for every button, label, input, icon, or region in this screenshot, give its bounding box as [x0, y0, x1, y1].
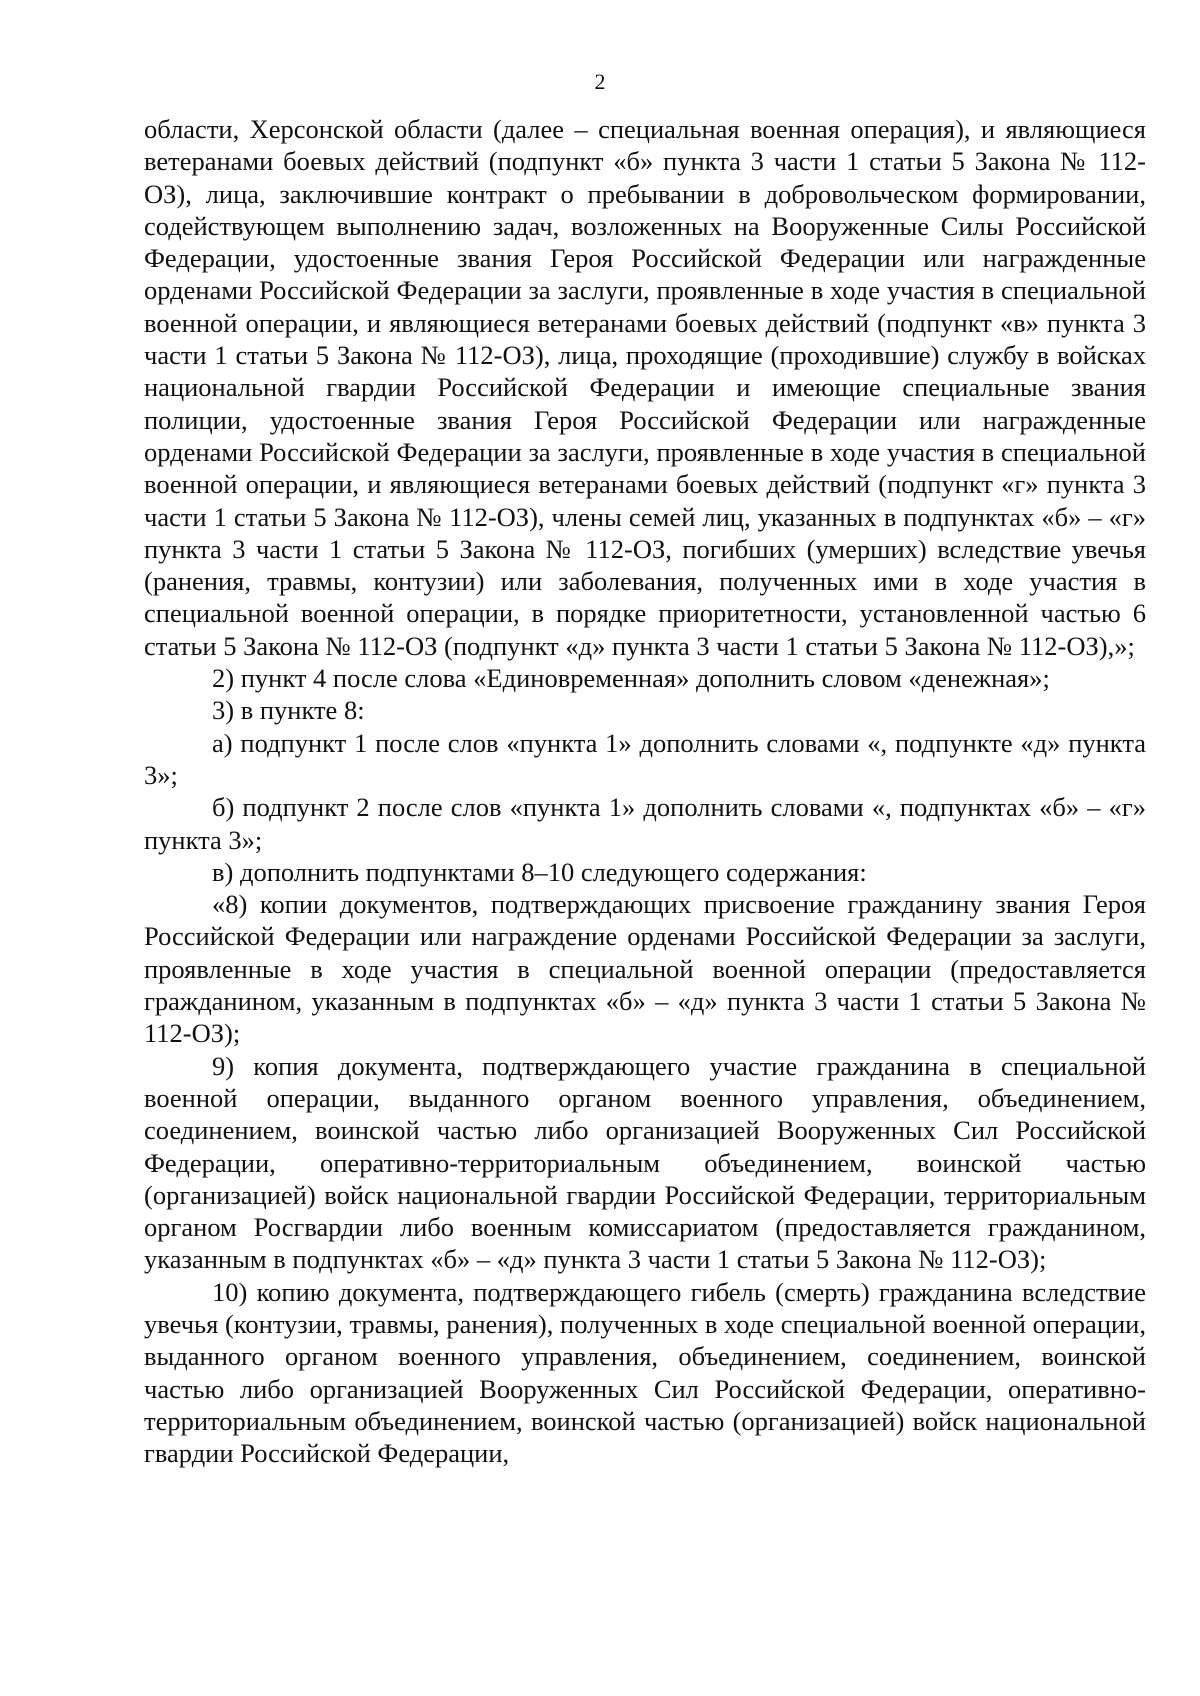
paragraph-item-3: 3) в пункте 8:	[212, 695, 365, 726]
document-body	[144, 113, 1146, 1469]
page-number: 2	[594, 69, 606, 94]
paragraph-subitem-10: 10) копию документа, подтверждающего гибель (смерть) гражданина вследствие увечья (контузии, травмы, ранения), полученных в ходе специальной военной операции, выданного органом военного управления, объединением, соединением, воинской частью либо организацией Вооруженных Сил Российской Федерации, оперативно-территориальным объединением, воинской частью (организацией) войск национальной гвардии Российской Федерации,	[144, 1276, 1146, 1469]
paragraph-continuation: области, Херсонской области (далее – специальная военная операция), и являющиеся ветеранами боевых действий (подпункт «б» пункта 3 части 1 статьи 5 Закона № 112-ОЗ), лица, заключившие контракт о пребывании в добровольческом формировании, содействующем выполнению задач, возложенных на Вооруженные Силы Российской Федерации, удостоенные звания Героя Российской Федерации или награжденные орденами Российской Федерации за заслуги, проявленные в ходе участия в специальной военной операции, и являющиеся ветеранами боевых действий (подпункт «в» пункта 3 части 1 статьи 5 Закона № 112-ОЗ), лица, проходящие (проходившие) службу в войсках национальной гвардии Российской Федерации и имеющие специальные звания полиции, удостоенные звания Героя Российской Федерации или награжденные орденами Российской Федерации за заслуги, проявленные в ходе участия в специальной военной операции, и являющиеся ветеранами боевых действий (подпункт «г» пункта 3 части 1 статьи 5 Закона № 112-ОЗ), члены семей лиц, указанных в подпунктах «б» – «г» пункта 3 части 1 статьи 5 Закона № 112-ОЗ, погибших (умерших) вследствие увечья (ранения, травмы, контузии) или заболевания, полученных ими в ходе участия в специальной военной операции, в порядке приоритетности, установленной частью 6 статьи 5 Закона № 112-ОЗ (подпункт «д» пункта 3 части 1 статьи 5 Закона № 112-ОЗ),»;	[144, 114, 1146, 661]
paragraph-subitem-a: а) подпункт 1 после слов «пункта 1» дополнить словами «, подпункте «д» пункта 3»;	[144, 727, 1146, 790]
paragraph-subitem-8: «8) копии документов, подтверждающих присвоение гражданину звания Героя Российской Федерации или награждение орденами Российской Федерации за заслуги, проявленные в ходе участия в специальной военной операции (предоставляется гражданином, указанным в подпунктах «б» – «д» пункта 3 части 1 статьи 5 Закона № 112-ОЗ);	[144, 889, 1146, 1049]
paragraph-subitem-9: 9) копия документа, подтверждающего участие гражданина в специальной военной операции, выданного органом военного управления, объединением, соединением, воинской частью либо организацией Вооруженных Сил Российской Федерации, оперативно-территориальным объединением, воинской частью (организацией) войск национальной гвардии Российской Федерации, территориальным органом Росгвардии либо военным комиссариатом (предоставляется гражданином, указанным в подпунктах «б» – «д» пункта 3 части 1 статьи 5 Закона № 112-ОЗ);	[144, 1050, 1146, 1275]
paragraph-item-2: 2) пункт 4 после слова «Единовременная» дополнить словом «денежная»;	[212, 663, 1050, 694]
paragraph-subitem-v: в) дополнить подпунктами 8–10 следующего содержания:	[212, 856, 867, 887]
paragraph-subitem-b: б) подпункт 2 после слов «пункта 1» дополнить словами «, подпунктах «б» – «г» пункта 3»;	[144, 792, 1146, 855]
